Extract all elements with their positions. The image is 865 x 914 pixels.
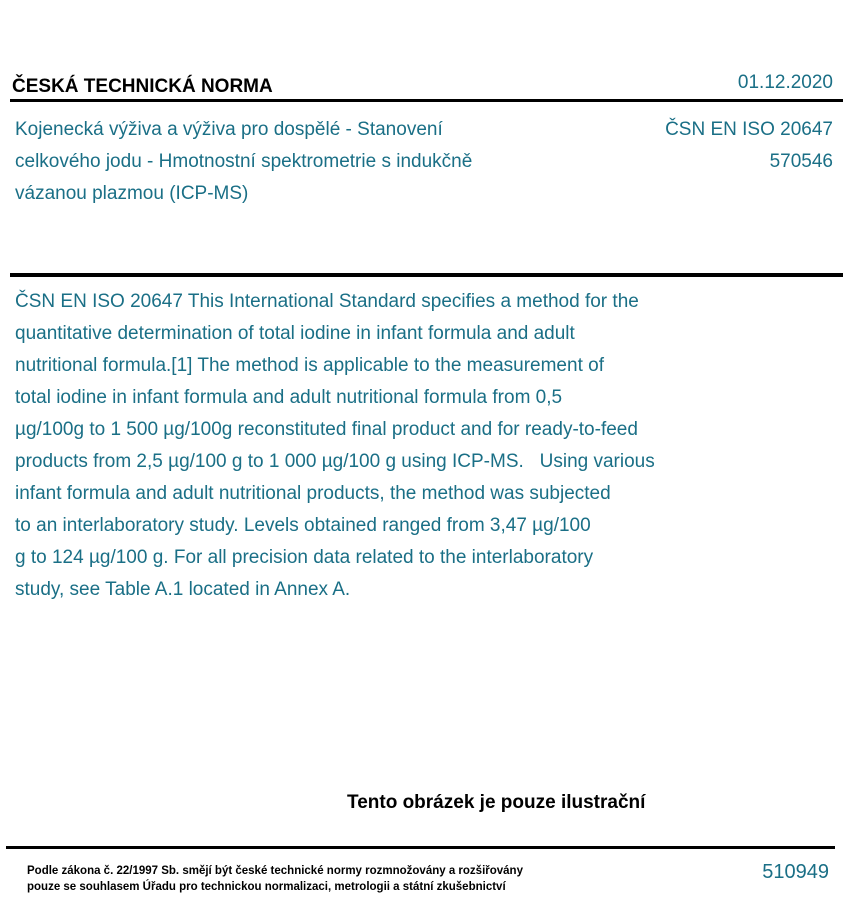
- publication-date: 01.12.2020: [737, 72, 833, 93]
- abstract-line: g to 124 µg/100 g. For all precision data related to the interlaboratory: [15, 547, 594, 568]
- legal-notice: [27, 863, 523, 895]
- standard-title-line: celkového jodu - Hmotnostní spektrometrie s indukčně: [15, 151, 473, 172]
- document-number: 510949: [762, 861, 829, 883]
- abstract-line: infant formula and adult nutritional products, the method was subjected: [15, 483, 611, 504]
- standard-codes: [665, 114, 833, 178]
- abstract-line: total iodine in infant formula and adult nutritional formula from 0,5: [15, 387, 563, 408]
- standard-title-line: vázanou plazmou (ICP-MS): [15, 183, 249, 204]
- abstract-line: to an interlaboratory study. Levels obtained ranged from 3,47 µg/100: [15, 515, 591, 536]
- standard-title-line: Kojenecká výživa a výživa pro dospělé - Stanovení: [15, 119, 443, 140]
- abstract-line: study, see Table A.1 located in Annex A.: [15, 579, 351, 600]
- abstract-line: µg/100g to 1 500 µg/100g reconstituted final product and for ready-to-feed: [15, 419, 638, 440]
- classification-code: 570546: [769, 151, 833, 172]
- illustration-note: Tento obrázek je pouze ilustrační: [347, 792, 646, 813]
- abstract-line: nutritional formula.[1] The method is applicable to the measurement of: [15, 355, 604, 376]
- footer-divider: [6, 846, 835, 849]
- abstract-text: [15, 286, 755, 606]
- abstract-line: products from 2,5 µg/100 g to 1 000 µg/100 g using ICP-MS. Using various: [15, 451, 655, 472]
- legal-notice-line: Podle zákona č. 22/1997 Sb. smějí být české technické normy rozmnožovány a rozšiřovány: [27, 865, 523, 877]
- abstract-line: ČSN EN ISO 20647 This International Standard specifies a method for the: [15, 291, 639, 312]
- header-divider: [10, 99, 843, 102]
- standard-title: [15, 114, 575, 210]
- standard-designation: ČSN EN ISO 20647: [665, 119, 833, 140]
- document-type-heading: ČESKÁ TECHNICKÁ NORMA: [12, 76, 273, 97]
- title-divider: [10, 273, 843, 277]
- legal-notice-line: pouze se souhlasem Úřadu pro technickou normalizaci, metrologii a státní zkušebnictví: [27, 881, 506, 893]
- abstract-line: quantitative determination of total iodine in infant formula and adult: [15, 323, 575, 344]
